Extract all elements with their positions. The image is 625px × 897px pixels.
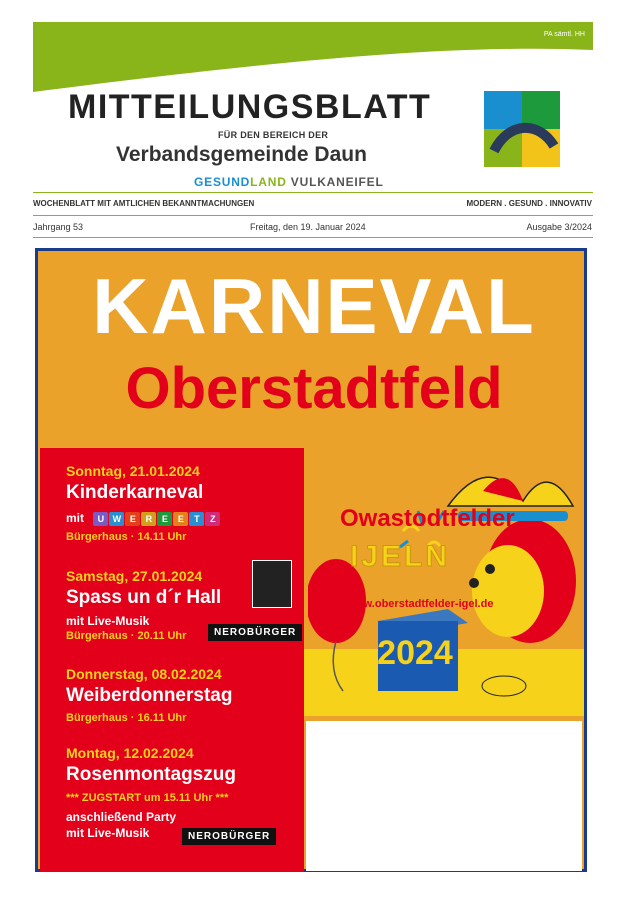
uwe-letter: U: [93, 512, 108, 526]
uwe-reetz-logo: [93, 511, 221, 526]
tagline: [194, 175, 384, 189]
uwe-letter: Z: [205, 512, 220, 526]
header-swoosh: [33, 22, 593, 92]
event2-location: Bürgerhaus · 20.11 Uhr: [66, 630, 187, 642]
uwe-letter: E: [157, 512, 172, 526]
event4-extra1: anschließend Party: [66, 810, 177, 824]
year-label: 2024: [377, 634, 453, 672]
event1-location: Bürgerhaus · 14.11 Uhr: [66, 531, 187, 543]
postal-note: PA sämtl. HH: [543, 31, 585, 38]
event1-extra-text: mit: [66, 511, 84, 525]
weekly-label: WOCHENBLATT MIT AMTLICHEN BEKANNTMACHUNGEN: [33, 199, 255, 208]
event4-title: Rosenmontagszug: [66, 764, 236, 785]
uwe-letter: R: [141, 512, 156, 526]
event2-title: Spass un d´r Hall: [66, 587, 222, 608]
nerobuerger-logo: NEROBÜRGER: [208, 624, 302, 641]
uwe-letter: W: [109, 512, 124, 526]
event4-date: Montag, 12.02.2024: [66, 745, 194, 761]
issue-date: Freitag, den 19. Januar 2024: [250, 222, 366, 232]
event4-extra2: mit Live-Musik: [66, 826, 150, 840]
club-logo-box: [306, 721, 582, 871]
uwe-letter: E: [125, 512, 140, 526]
masthead-subtitle-small: FÜR DEN BEREICH DER: [218, 130, 329, 140]
uwe-letter: T: [189, 512, 204, 526]
volume: Jahrgang 53: [33, 222, 84, 232]
event3-location: Bürgerhaus · 16.11 Uhr: [66, 712, 187, 724]
masthead-subtitle: Verbandsgemeinde Daun: [116, 143, 367, 166]
tagline-part2: LAND: [250, 175, 287, 189]
tagline-part1: GESUND: [194, 175, 251, 189]
divider: [33, 237, 593, 238]
masthead-title: MITTEILUNGSBLATT: [68, 88, 432, 126]
event1-date: Sonntag, 21.01.2024: [66, 463, 200, 479]
event4-note: *** ZUGSTART um 15.11 Uhr ***: [66, 792, 229, 804]
nerobuerger-logo: NEROBÜRGER: [182, 828, 276, 845]
event2-extra: mit Live-Musik: [66, 614, 150, 628]
tagline-part3: VULKANEIFEL: [286, 175, 384, 189]
event2-date: Samstag, 27.01.2024: [66, 568, 203, 584]
divider: [33, 192, 593, 193]
event1-extra: [66, 511, 221, 526]
slogan: MODERN . GESUND . INNOVATIV: [466, 199, 592, 208]
club-website-link[interactable]: www.oberstadtfelder-igel.de: [346, 598, 494, 610]
club-logo-ijeln: IJELN: [350, 540, 451, 573]
verbandsgemeinde-logo-icon: [484, 91, 560, 167]
event3-title: Weiberdonnerstag: [66, 685, 233, 706]
poster-place: Oberstadtfeld: [125, 356, 503, 421]
club-logo-text: Owastodtfelder: [340, 505, 515, 532]
events-panel: [40, 448, 304, 872]
divider: [33, 215, 593, 216]
issue-number: Ausgabe 3/2024: [526, 222, 592, 232]
event3-date: Donnerstag, 08.02.2024: [66, 666, 222, 682]
uwe-letter: E: [173, 512, 188, 526]
event1-title: Kinderkarneval: [66, 482, 204, 503]
carnival-poster: [35, 248, 587, 872]
poster-headline: KARNEVAL: [92, 262, 536, 350]
